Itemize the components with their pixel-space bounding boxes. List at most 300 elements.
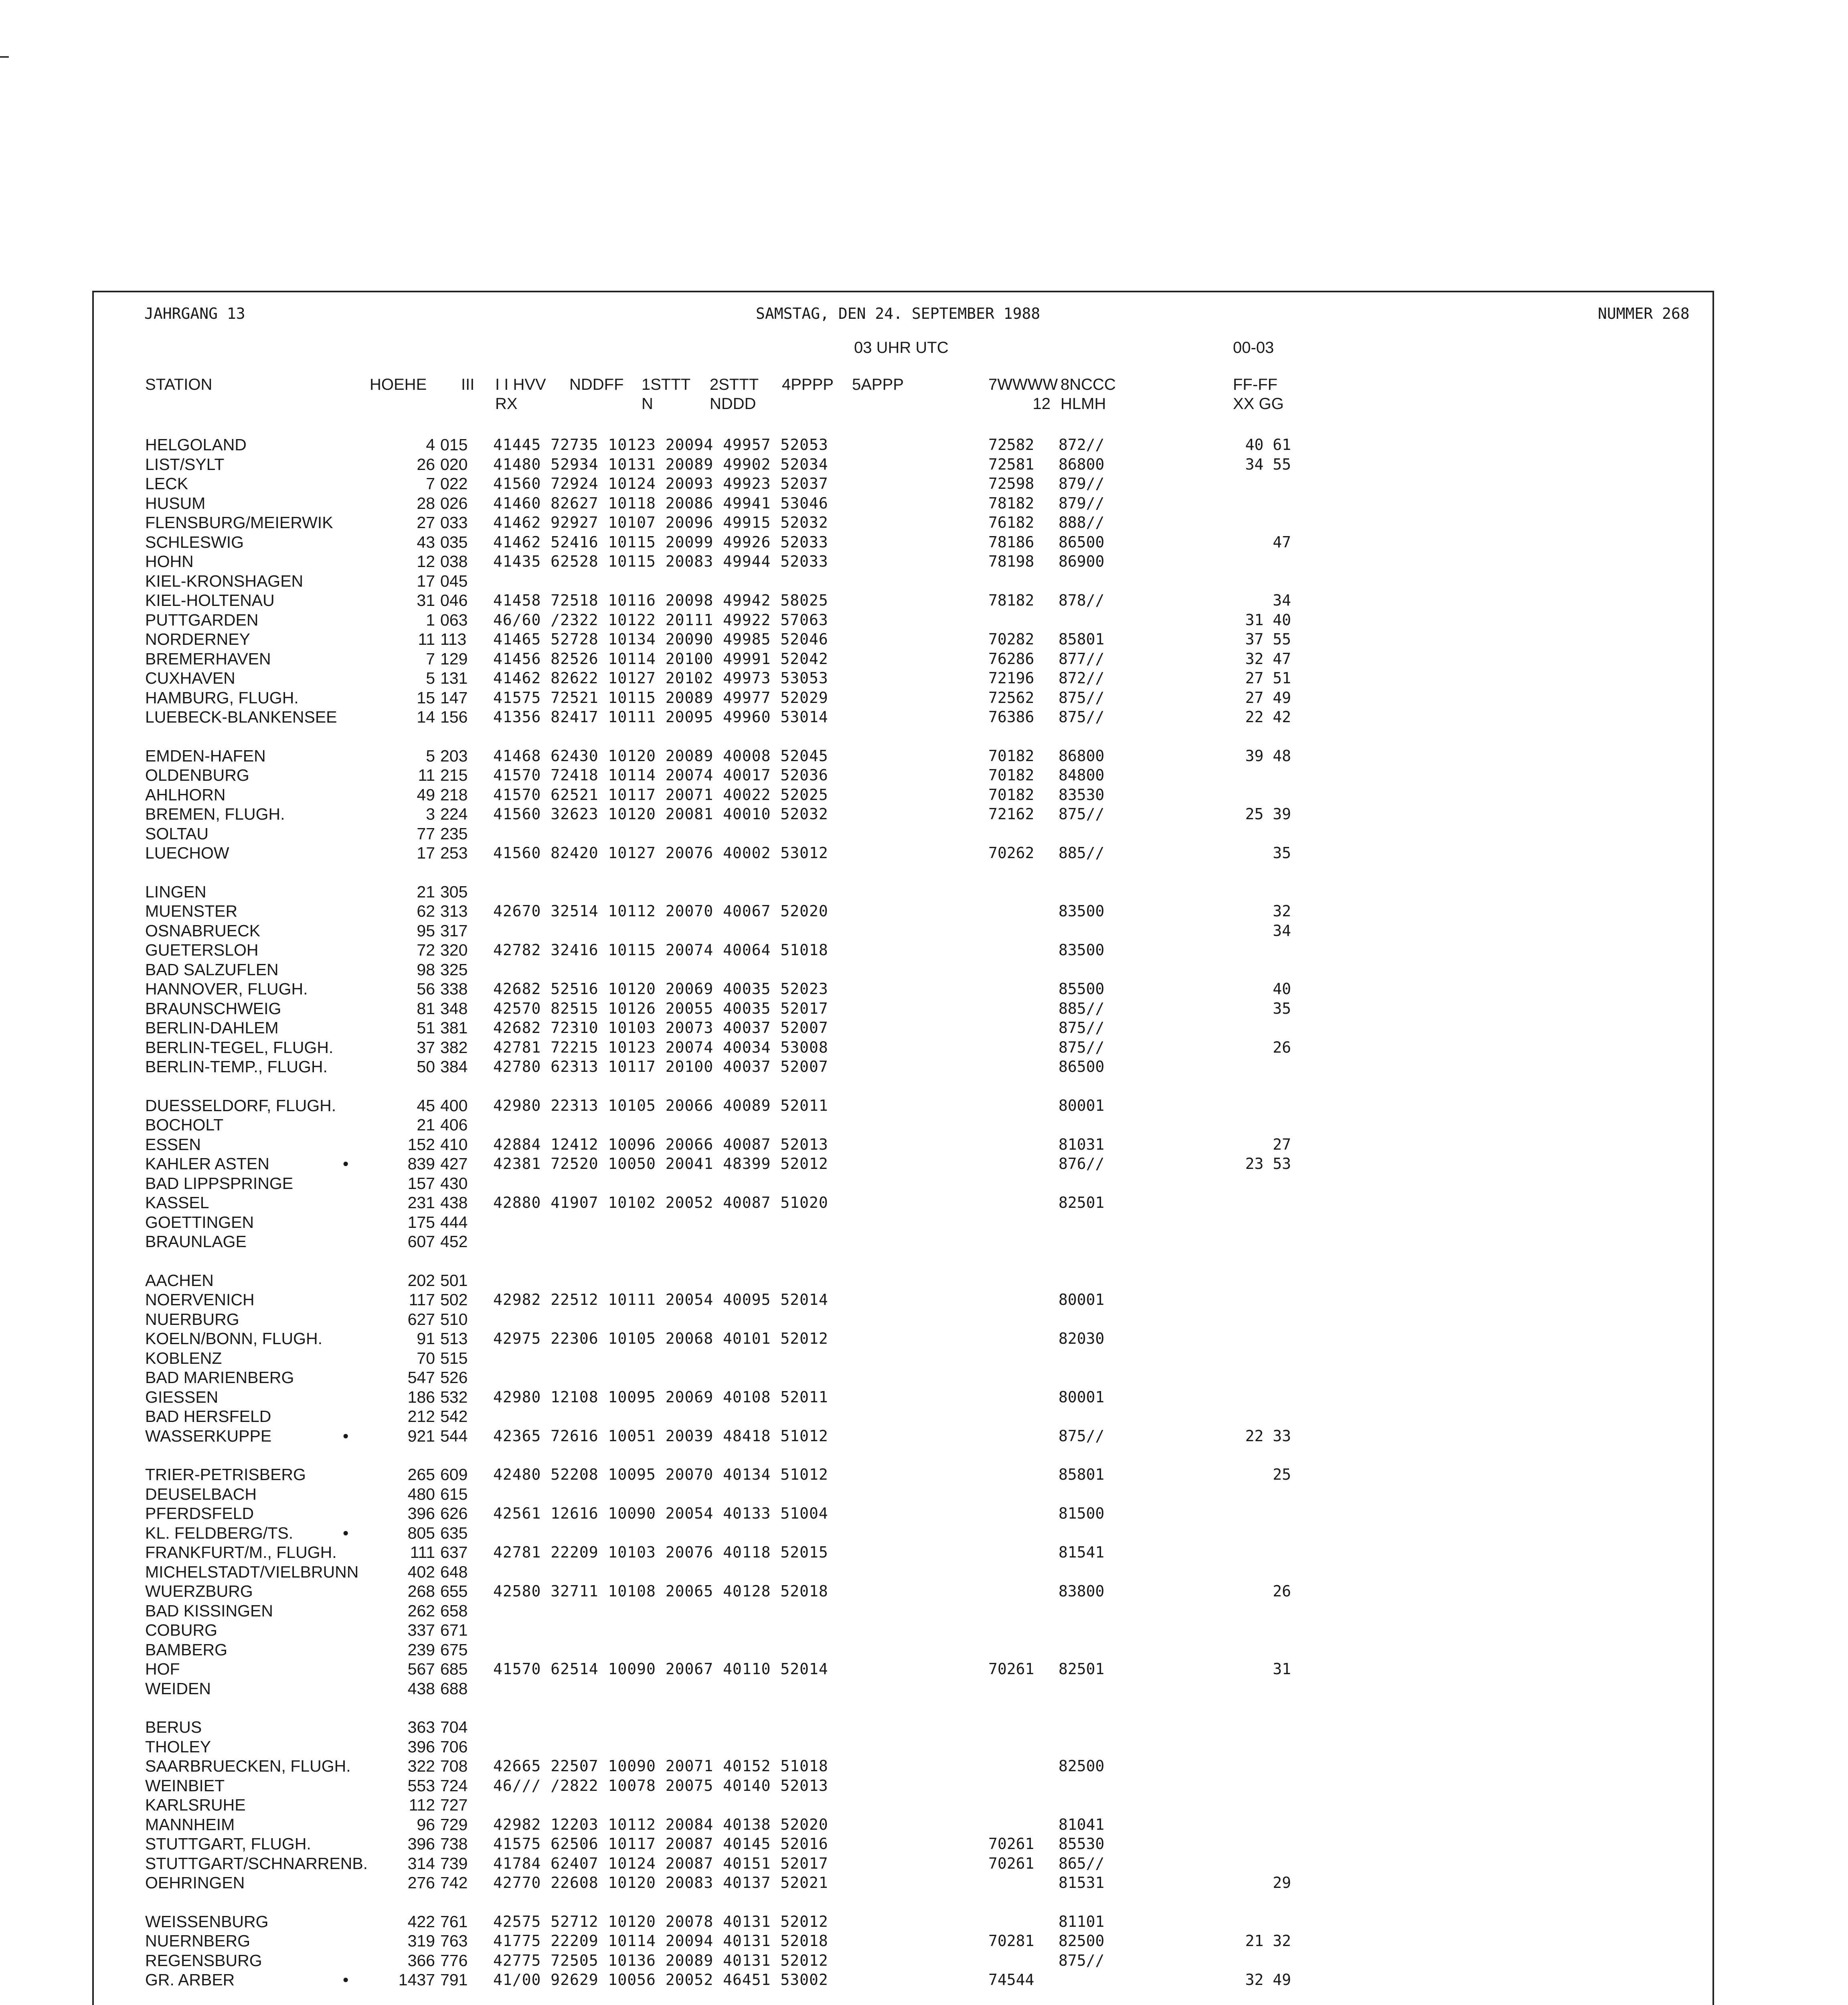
group-7: 70261: [988, 1660, 1034, 1678]
station-index: 501: [440, 1271, 468, 1290]
station-height: 50: [417, 1057, 435, 1076]
synop-groups: 42781 72215 10123 20074 40034 53008: [493, 1038, 828, 1056]
margin-tick: [0, 56, 9, 58]
station-name: HELGOLAND: [145, 435, 247, 454]
station-name: MUENSTER: [145, 902, 238, 920]
station-index: 203: [440, 746, 468, 765]
station-height: 95: [417, 921, 435, 940]
station-index: 635: [440, 1523, 468, 1542]
station-name: MANNHEIM: [145, 1815, 235, 1834]
station-index: 427: [440, 1154, 468, 1173]
group-7: 70182: [988, 786, 1034, 804]
station-index: 742: [440, 1873, 468, 1892]
station-name: OEHRINGEN: [145, 1873, 245, 1892]
synop-groups: 41462 52416 10115 20099 49926 52033: [493, 533, 828, 551]
group-ff: 25 39: [1245, 805, 1291, 823]
station-index: 544: [440, 1426, 468, 1445]
group-8: 83500: [1059, 902, 1105, 920]
station-name: HOHN: [145, 552, 194, 571]
group-7: 70281: [988, 1932, 1034, 1950]
mountain-station-marker: •: [343, 1971, 349, 1989]
synop-groups: 42381 72520 10050 20041 48399 52012: [493, 1155, 828, 1173]
station-name: BOCHOLT: [145, 1116, 224, 1134]
station-name: GR. ARBER: [145, 1971, 235, 1989]
synop-groups: 41460 82627 10118 20086 49941 53046: [493, 494, 828, 512]
synop-groups: 42580 32711 10108 20065 40128 52018: [493, 1582, 828, 1600]
station-height: 96: [417, 1815, 435, 1834]
synop-groups: 42980 12108 10095 20069 40108 52011: [493, 1388, 828, 1406]
group-8: 80001: [1059, 1388, 1105, 1406]
station-index: 035: [440, 533, 468, 551]
group-8: 875//: [1059, 1019, 1105, 1037]
station-index: 224: [440, 805, 468, 823]
station-index: 648: [440, 1562, 468, 1581]
synop-groups: 41468 62430 10120 20089 40008 52045: [493, 747, 828, 765]
group-8: 872//: [1059, 669, 1105, 687]
station-index: 131: [440, 669, 468, 687]
synop-groups: 42682 72310 10103 20073 40037 52007: [493, 1019, 828, 1037]
station-height: 366: [407, 1951, 435, 1970]
group-7: 78186: [988, 533, 1034, 551]
station-height: 81: [417, 999, 435, 1018]
group-8: 875//: [1059, 689, 1105, 707]
station-name: COBURG: [145, 1621, 217, 1639]
station-name: KIEL-KRONSHAGEN: [145, 571, 304, 590]
col-4pppp: 4PPPP: [782, 376, 834, 393]
group-8: 86500: [1059, 1058, 1105, 1075]
station-index: 729: [440, 1815, 468, 1834]
mountain-station-marker: •: [343, 1426, 349, 1445]
station-index: 400: [440, 1096, 468, 1115]
group-8: 875//: [1059, 1951, 1105, 1969]
synop-groups: 42561 12616 10090 20054 40133 51004: [493, 1505, 828, 1522]
group-8: 84800: [1059, 766, 1105, 784]
station-height: 77: [417, 824, 435, 843]
station-name: THOLEY: [145, 1737, 211, 1756]
synop-groups: 41435 62528 10115 20083 49944 52033: [493, 553, 828, 570]
station-index: 305: [440, 882, 468, 901]
group-8: 875//: [1059, 1427, 1105, 1445]
station-name: KASSEL: [145, 1193, 209, 1212]
synop-groups: 41570 62514 10090 20067 40110 52014: [493, 1660, 828, 1678]
station-name: GOETTINGEN: [145, 1213, 254, 1231]
station-height: 37: [417, 1038, 435, 1057]
station-index: 438: [440, 1193, 468, 1212]
group-7: 76286: [988, 650, 1034, 668]
group-ff: 27 51: [1245, 669, 1291, 687]
synop-groups: 42665 22507 10090 20071 40152 51018: [493, 1757, 828, 1775]
station-name: DEUSELBACH: [145, 1485, 257, 1503]
mountain-station-marker: •: [343, 1154, 349, 1173]
station-height: 805: [407, 1523, 435, 1542]
station-height: 11: [418, 630, 435, 648]
station-index: 015: [440, 435, 468, 454]
group-ff: 32 49: [1245, 1971, 1291, 1989]
station-height: 62: [417, 902, 435, 920]
station-index: 063: [440, 610, 468, 629]
group-ff: 21 32: [1245, 1932, 1291, 1950]
group-8: 86800: [1059, 747, 1105, 765]
station-index: 113: [440, 630, 467, 648]
station-height: 4: [426, 435, 435, 454]
group-8: 879//: [1059, 475, 1105, 492]
station-height: 45: [417, 1096, 435, 1115]
synop-groups: 42782 32416 10115 20074 40064 51018: [493, 941, 828, 959]
col-8nccc: 8NCCC HLMH: [1061, 376, 1116, 413]
station-index: 706: [440, 1737, 468, 1756]
station-name: CUXHAVEN: [145, 669, 235, 687]
station-name: FLENSBURG/MEIERWIK: [145, 513, 333, 532]
synop-groups: 41456 82526 10114 20100 49991 52042: [493, 650, 828, 668]
synop-groups: 42980 22313 10105 20066 40089 52011: [493, 1096, 828, 1114]
station-index: 384: [440, 1057, 468, 1076]
station-name: BERLIN-TEMP., FLUGH.: [145, 1057, 328, 1076]
station-height: 212: [407, 1407, 435, 1426]
station-height: 319: [407, 1932, 435, 1950]
group-8: 85801: [1059, 1466, 1105, 1483]
synop-groups: 42575 52712 10120 20078 40131 52012: [493, 1912, 828, 1930]
station-name: SCHLESWIG: [145, 533, 244, 551]
station-index: 381: [440, 1019, 468, 1037]
group-8: 80001: [1059, 1096, 1105, 1114]
station-height: 21: [417, 882, 435, 901]
group-8: 81541: [1059, 1543, 1105, 1561]
group-ff: 23 53: [1245, 1155, 1291, 1173]
station-height: 396: [407, 1737, 435, 1756]
group-8: 875//: [1059, 1038, 1105, 1056]
synop-groups: 42884 12412 10096 20066 40087 52013: [493, 1135, 828, 1153]
station-index: 776: [440, 1951, 468, 1970]
synop-groups: 41575 62506 10117 20087 40145 52016: [493, 1835, 828, 1853]
issue-number: NUMMER 268: [1598, 305, 1690, 322]
station-name: HUSUM: [145, 494, 206, 512]
date-label: SAMSTAG, DEN 24. SEPTEMBER 1988: [756, 305, 1040, 322]
group-ff: 32: [1273, 902, 1291, 920]
station-name: AACHEN: [145, 1271, 214, 1290]
group-8: 83800: [1059, 1582, 1105, 1600]
station-name: BERUS: [145, 1718, 202, 1736]
station-index: 655: [440, 1582, 468, 1600]
synop-groups: 41570 72418 10114 20074 40017 52036: [493, 766, 828, 784]
synop-groups: 41480 52934 10131 20089 49902 52034: [493, 455, 828, 473]
synop-groups: 41465 52728 10134 20090 49985 52046: [493, 630, 828, 648]
period-label: 00-03: [1233, 339, 1274, 356]
group-ff: 40: [1273, 980, 1291, 998]
group-ff: 25: [1273, 1466, 1291, 1483]
station-index: 406: [440, 1116, 468, 1134]
station-height: 112: [409, 1796, 435, 1814]
group-ff: 34: [1273, 591, 1291, 609]
station-index: 020: [440, 455, 468, 474]
synop-groups: 46/60 /2322 10122 20111 49922 57063: [493, 611, 828, 629]
station-name: BAD MARIENBERG: [145, 1368, 294, 1387]
station-height: 17: [417, 844, 435, 862]
group-7: 70182: [988, 766, 1034, 784]
synop-groups: 42780 62313 10117 20100 40037 52007: [493, 1058, 828, 1075]
station-name: TRIER-PETRISBERG: [145, 1465, 306, 1484]
group-7: 72582: [988, 436, 1034, 454]
station-name: BAD LIPPSPRINGE: [145, 1174, 293, 1193]
station-name: NUERBURG: [145, 1310, 239, 1329]
group-7: 70262: [988, 844, 1034, 862]
station-index: 235: [440, 824, 468, 843]
synop-groups: 41775 22209 10114 20094 40131 52018: [493, 1932, 828, 1950]
station-height: 314: [407, 1854, 435, 1873]
station-height: 17: [417, 571, 435, 590]
group-ff: 47: [1273, 533, 1291, 551]
station-index: 526: [440, 1368, 468, 1387]
synop-groups: 42770 22608 10120 20083 40137 52021: [493, 1874, 828, 1892]
group-ff: 35: [1273, 844, 1291, 862]
station-name: MICHELSTADT/VIELBRUNN: [145, 1562, 359, 1581]
station-name: KARLSRUHE: [145, 1796, 246, 1814]
volume-label: JAHRGANG 13: [144, 305, 245, 322]
station-index: 410: [440, 1135, 468, 1154]
station-index: 313: [440, 902, 468, 920]
station-name: DUESSELDORF, FLUGH.: [145, 1096, 336, 1115]
station-height: 91: [417, 1329, 435, 1348]
group-ff: 31: [1273, 1660, 1291, 1678]
station-name: NOERVENICH: [145, 1290, 255, 1309]
group-7: 72162: [988, 805, 1034, 823]
station-index: 609: [440, 1465, 468, 1484]
station-height: 268: [407, 1582, 435, 1600]
station-height: 239: [407, 1640, 435, 1659]
station-height: 12: [417, 552, 435, 571]
station-height: 49: [417, 785, 435, 804]
station-name: HOF: [145, 1660, 180, 1678]
station-index: 532: [440, 1387, 468, 1406]
group-7: 72581: [988, 455, 1034, 473]
group-ff: 34: [1273, 921, 1291, 940]
group-8: 876//: [1059, 1155, 1105, 1173]
synop-groups: 41462 82622 10127 20102 49973 53053: [493, 669, 828, 687]
station-height: 5: [426, 669, 435, 687]
station-index: 542: [440, 1407, 468, 1426]
station-height: 27: [417, 513, 435, 532]
station-name: EMDEN-HAFEN: [145, 746, 266, 765]
group-8: 82030: [1059, 1330, 1105, 1347]
station-index: 325: [440, 960, 468, 979]
synop-groups: 42682 52516 10120 20069 40035 52023: [493, 980, 828, 998]
station-index: 615: [440, 1485, 468, 1503]
group-8: 86900: [1059, 553, 1105, 570]
group-8: 872//: [1059, 436, 1105, 454]
group-7: 72562: [988, 689, 1034, 707]
group-7: 72196: [988, 669, 1034, 687]
station-index: 626: [440, 1504, 468, 1523]
station-height: 26: [417, 455, 435, 474]
station-name: FRANKFURT/M., FLUGH.: [145, 1543, 337, 1561]
station-height: 7: [426, 474, 435, 493]
station-index: 348: [440, 999, 468, 1018]
station-index: 738: [440, 1835, 468, 1853]
synop-groups: 42982 22512 10111 20054 40095 52014: [493, 1291, 828, 1308]
station-height: 322: [407, 1757, 435, 1775]
station-height: 438: [407, 1679, 435, 1698]
col-ffff: FF-FF XX GG: [1233, 376, 1284, 413]
synop-groups: 42982 12203 10112 20084 40138 52020: [493, 1815, 828, 1833]
station-height: 72: [417, 941, 435, 959]
station-name: NORDERNEY: [145, 630, 250, 648]
synop-groups: 42781 22209 10103 20076 40118 52015: [493, 1543, 828, 1561]
station-name: BERLIN-DAHLEM: [145, 1019, 279, 1037]
group-8: 82501: [1059, 1194, 1105, 1211]
col-1sttt: 1STTT N: [642, 376, 691, 413]
station-height: 15: [417, 688, 435, 707]
group-ff: 32 47: [1245, 650, 1291, 668]
synop-groups: 41462 92927 10107 20096 49915 52032: [493, 514, 828, 531]
station-height: 175: [407, 1213, 435, 1231]
station-height: 547: [407, 1368, 435, 1387]
station-height: 21: [417, 1116, 435, 1134]
station-height: 627: [407, 1310, 435, 1329]
mountain-station-marker: •: [343, 1523, 349, 1542]
station-index: 218: [440, 785, 468, 804]
station-name: HAMBURG, FLUGH.: [145, 688, 299, 707]
station-index: 763: [440, 1932, 468, 1950]
synop-groups: 41560 72924 10124 20093 49923 52037: [493, 475, 828, 492]
group-ff: 29: [1273, 1874, 1291, 1892]
station-height: 157: [407, 1174, 435, 1193]
synop-groups: 42670 32514 10112 20070 40067 52020: [493, 902, 828, 920]
station-height: 3: [426, 805, 435, 823]
station-index: 502: [440, 1290, 468, 1309]
station-name: NUERNBERG: [145, 1932, 250, 1950]
station-name: GUETERSLOH: [145, 941, 259, 959]
group-8: 81101: [1059, 1912, 1105, 1930]
station-height: 43: [417, 533, 435, 551]
synop-groups: 41784 62407 10124 20087 40151 52017: [493, 1854, 828, 1872]
station-index: 671: [440, 1621, 468, 1639]
station-height: 396: [407, 1504, 435, 1523]
station-name: WEIDEN: [145, 1679, 211, 1698]
station-name: LUEBECK-BLANKENSEE: [145, 708, 337, 726]
group-ff: 35: [1273, 999, 1291, 1017]
station-height: 7: [426, 649, 435, 668]
report-frame: [92, 291, 1714, 2005]
station-name: KOBLENZ: [145, 1349, 222, 1367]
synop-groups: 42365 72616 10051 20039 48418 51012: [493, 1427, 828, 1445]
group-8: 86800: [1059, 455, 1105, 473]
station-height: 276: [407, 1873, 435, 1892]
synop-groups: 41560 82420 10127 20076 40002 53012: [493, 844, 828, 862]
station-index: 637: [440, 1543, 468, 1561]
station-height: 117: [409, 1290, 435, 1309]
station-name: OSNABRUECK: [145, 921, 261, 940]
group-7: 70282: [988, 630, 1034, 648]
station-index: 147: [440, 688, 468, 707]
station-index: 215: [440, 766, 468, 784]
station-name: PFERDSFELD: [145, 1504, 254, 1523]
station-index: 688: [440, 1679, 468, 1698]
group-ff: 31 40: [1245, 611, 1291, 629]
synop-groups: 42775 72505 10136 20089 40131 52012: [493, 1951, 828, 1969]
group-7: 76182: [988, 514, 1034, 531]
station-index: 724: [440, 1776, 468, 1795]
synop-groups: 42570 82515 10126 20055 40035 52017: [493, 999, 828, 1017]
station-name: LUECHOW: [145, 844, 229, 862]
station-name: HANNOVER, FLUGH.: [145, 980, 308, 998]
station-name: WEINBIET: [145, 1776, 225, 1795]
group-7: 70261: [988, 1854, 1034, 1872]
group-8: 877//: [1059, 650, 1105, 668]
station-name: SAARBRUECKEN, FLUGH.: [145, 1757, 351, 1775]
group-8: 81500: [1059, 1505, 1105, 1522]
station-height: 111: [410, 1543, 435, 1561]
group-8: 83530: [1059, 786, 1105, 804]
synop-groups: 41458 72518 10116 20098 49942 58025: [493, 591, 828, 609]
col-2sttt: 2STTT NDDD: [710, 376, 759, 413]
group-ff: 27: [1273, 1135, 1291, 1153]
station-height: 265: [407, 1465, 435, 1484]
station-name: BAD HERSFELD: [145, 1407, 271, 1426]
col-nddff: NDDFF: [569, 376, 624, 393]
station-index: 658: [440, 1601, 468, 1620]
group-ff: 22 33: [1245, 1427, 1291, 1445]
group-ff: 26: [1273, 1582, 1291, 1600]
station-index: 675: [440, 1640, 468, 1659]
group-8: 81031: [1059, 1135, 1105, 1153]
group-8: 875//: [1059, 708, 1105, 726]
group-8: 83500: [1059, 941, 1105, 959]
station-index: 045: [440, 571, 468, 590]
station-name: BERLIN-TEGEL, FLUGH.: [145, 1038, 334, 1057]
station-height: 363: [407, 1718, 435, 1736]
station-name: WUERZBURG: [145, 1582, 253, 1600]
station-name: PUTTGARDEN: [145, 610, 259, 629]
station-name: STUTTGART/SCHNARRENB.: [145, 1854, 368, 1873]
station-height: 422: [407, 1912, 435, 1931]
group-ff: 34 55: [1245, 455, 1291, 473]
group-ff: 39 48: [1245, 747, 1291, 765]
group-8: 82500: [1059, 1757, 1105, 1775]
station-index: 739: [440, 1854, 468, 1873]
synop-groups: 41560 32623 10120 20081 40010 52032: [493, 805, 828, 823]
station-name: BRAUNLAGE: [145, 1232, 247, 1251]
station-name: OLDENBURG: [145, 766, 249, 784]
group-8: 875//: [1059, 805, 1105, 823]
group-ff: 40 61: [1245, 436, 1291, 454]
station-index: 046: [440, 591, 468, 610]
group-8: 878//: [1059, 591, 1105, 609]
station-index: 022: [440, 474, 468, 493]
group-8: 86500: [1059, 533, 1105, 551]
station-name: BRAUNSCHWEIG: [145, 999, 281, 1018]
station-height: 1437: [398, 1971, 435, 1989]
station-index: 513: [440, 1329, 468, 1348]
station-name: KAHLER ASTEN: [145, 1154, 269, 1173]
station-name: KIEL-HOLTENAU: [145, 591, 275, 610]
col-station: STATION: [145, 376, 213, 393]
station-index: 761: [440, 1912, 468, 1931]
group-8: 81531: [1059, 1874, 1105, 1892]
station-index: 444: [440, 1213, 468, 1231]
group-8: 879//: [1059, 494, 1105, 512]
synop-groups: 41/00 92629 10056 20052 46451 53002: [493, 1971, 828, 1989]
group-8: 80001: [1059, 1291, 1105, 1308]
station-name: KL. FELDBERG/TS.: [145, 1523, 293, 1542]
station-index: 685: [440, 1660, 468, 1678]
col-ii-hvv: I I HVV RX: [495, 376, 546, 413]
synop-groups: 42975 22306 10105 20068 40101 52012: [493, 1330, 828, 1347]
station-index: 156: [440, 708, 468, 726]
station-index: 515: [440, 1349, 468, 1367]
group-8: 865//: [1059, 1854, 1105, 1872]
station-index: 708: [440, 1757, 468, 1775]
col-iii: III: [461, 376, 475, 393]
group-ff: 27 49: [1245, 689, 1291, 707]
